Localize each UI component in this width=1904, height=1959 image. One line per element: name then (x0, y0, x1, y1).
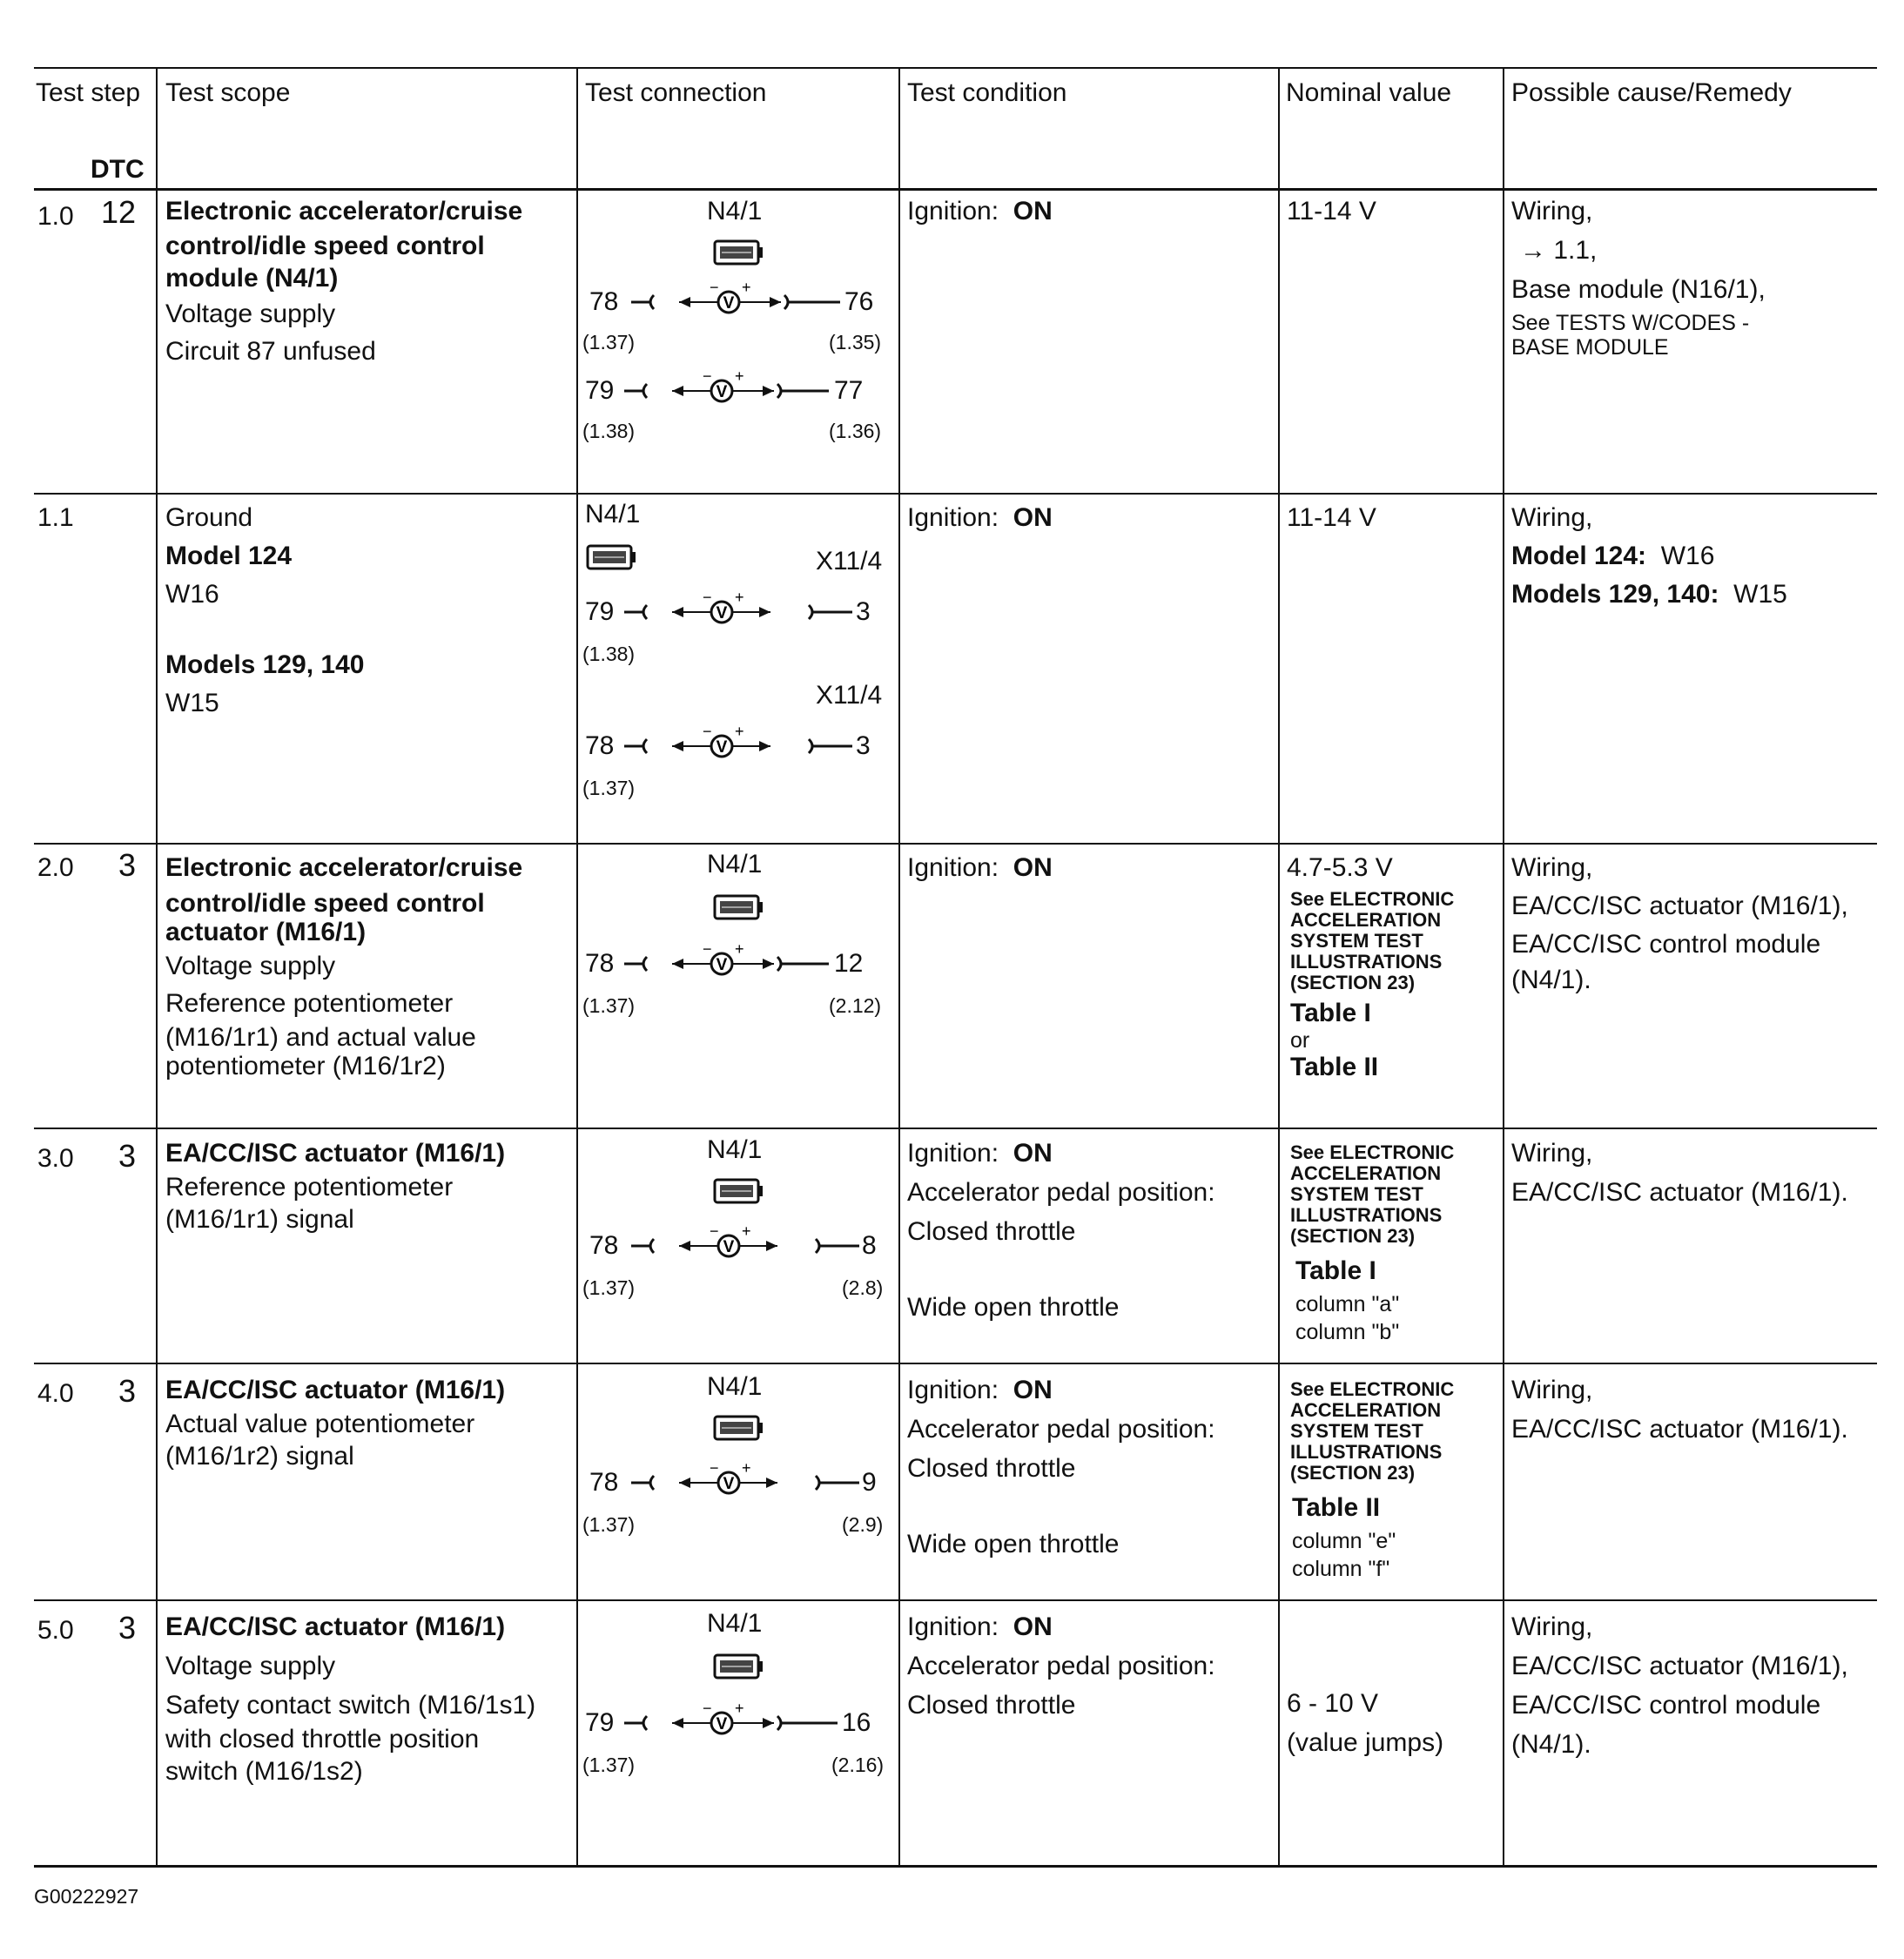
test-step-number: 3.0 (37, 1144, 74, 1173)
pin-right: 3 (856, 597, 871, 626)
cause-line (1511, 538, 1787, 574)
pin-left-ref: (1.37) (582, 1276, 636, 1299)
nominal-reference: See ELECTRONIC (1290, 1141, 1455, 1163)
nominal-reference: SYSTEM TEST (1290, 930, 1423, 952)
scope-line: Voltage supply (165, 1652, 336, 1680)
voltmeter-icon (624, 369, 842, 413)
svg-text:V: V (716, 604, 728, 623)
scope-line: Reference potentiometer (165, 989, 454, 1018)
svg-text:V: V (716, 1715, 728, 1733)
possible-cause (1511, 1609, 1848, 1762)
svg-text:−: − (703, 589, 712, 606)
condition-label: Ignition: (907, 853, 999, 882)
cause-line: Wiring, (1511, 853, 1593, 882)
cause-line: (N4/1). (1511, 1730, 1591, 1759)
test-connection-diagram (579, 500, 897, 839)
pin-left: 79 (585, 376, 615, 405)
cause-model: Model 124: (1511, 542, 1647, 570)
test-condition (907, 500, 1053, 535)
nominal-voltage: 4.7-5.3 V (1287, 853, 1393, 882)
scope-line: Ground (165, 503, 253, 532)
svg-text:V: V (723, 294, 735, 313)
test-step-number: 1.0 (37, 202, 74, 231)
pin-left: 78 (589, 287, 619, 316)
condition-line (907, 1135, 1215, 1171)
test-scope (165, 1372, 505, 1474)
voltmeter-icon (624, 942, 842, 986)
cause-line: Wiring, (1511, 503, 1593, 532)
scope-line: actuator (M16/1) (165, 918, 367, 946)
svg-text:+: + (742, 279, 751, 296)
pin-right-ref: (2.16) (831, 1754, 885, 1776)
possible-cause (1511, 500, 1787, 612)
scope-line: EA/CC/ISC actuator (M16/1) (165, 1376, 506, 1404)
cause-line: EA/CC/ISC control module (1511, 930, 1821, 959)
header-test-connection: Test connection (585, 78, 767, 107)
test-scope (165, 850, 522, 1084)
condition-line: Closed throttle (907, 1217, 1076, 1246)
nominal-table: Table I (1295, 1256, 1376, 1285)
condition-value: ON (1013, 1139, 1053, 1168)
nominal-value (1290, 1142, 1454, 1344)
connector-icon (711, 239, 764, 270)
pin-left-ref: (1.37) (582, 331, 636, 353)
row-divider (34, 1128, 1877, 1129)
test-condition (907, 1372, 1215, 1562)
nominal-reference: ACCELERATION (1290, 1399, 1442, 1421)
cause-line: EA/CC/ISC actuator (M16/1). (1511, 1415, 1848, 1444)
condition-value: ON (1013, 1376, 1053, 1404)
condition-label: Ignition: (907, 1139, 999, 1168)
nominal-value: 11-14 V (1287, 503, 1376, 532)
test-condition (907, 1135, 1215, 1325)
pin-left-ref: (1.38) (582, 643, 636, 665)
cause-line: EA/CC/ISC actuator (M16/1). (1511, 1178, 1848, 1207)
possible-cause (1511, 193, 1766, 360)
condition-line: Accelerator pedal position: (907, 1178, 1215, 1207)
scope-line: EA/CC/ISC actuator (M16/1) (165, 1139, 506, 1168)
svg-text:−: − (703, 367, 712, 385)
nominal-reference: ACCELERATION (1290, 1162, 1442, 1184)
connector-icon (584, 543, 636, 575)
scope-line: W15 (165, 689, 219, 717)
pin-right: 77 (834, 376, 864, 405)
cause-line: EA/CC/ISC actuator (M16/1), (1511, 1652, 1848, 1680)
scope-line: Models 129, 140 (165, 650, 365, 679)
row-divider (34, 1599, 1877, 1601)
cause-line: → 1.1, (1520, 236, 1598, 265)
nominal-voltage: 6 - 10 V (1287, 1689, 1379, 1718)
svg-text:−: − (703, 1700, 712, 1717)
condition-label: Ignition: (907, 503, 999, 532)
condition-line: Wide open throttle (907, 1293, 1120, 1322)
pin-right-ref: (2.9) (842, 1513, 884, 1536)
test-step-number: 5.0 (37, 1616, 74, 1645)
scope-line: Safety contact switch (M16/1s1) (165, 1691, 536, 1720)
nominal-value: 11-14 V (1287, 197, 1376, 226)
scope-line: Actual value potentiometer (165, 1410, 475, 1438)
scope-line: with closed throttle position (165, 1725, 480, 1754)
voltmeter-icon (631, 280, 849, 324)
module-label: N4/1 (707, 1609, 763, 1638)
possible-cause (1511, 1372, 1848, 1447)
condition-value: ON (1013, 197, 1053, 226)
scope-line: (M16/1r1) signal (165, 1205, 354, 1234)
pin-right: 3 (856, 731, 871, 760)
nominal-reference: SYSTEM TEST (1290, 1183, 1423, 1205)
cause-line: Base module (N16/1), (1511, 275, 1766, 304)
condition-line: Wide open throttle (907, 1530, 1120, 1558)
module-label: N4/1 (707, 850, 763, 879)
voltmeter-icon (624, 590, 859, 634)
svg-text:+: + (735, 589, 744, 606)
connector-icon (711, 1414, 764, 1445)
connector-icon (711, 1177, 764, 1208)
pin-left-ref: (1.37) (582, 1754, 636, 1776)
svg-text:V: V (723, 1475, 735, 1493)
nominal-or: or (1290, 1028, 1310, 1053)
cause-model: Models 129, 140: (1511, 580, 1719, 609)
column-divider (1503, 67, 1504, 1867)
voltmeter-icon (624, 724, 859, 768)
table-bottom-border (34, 1865, 1877, 1868)
nominal-reference: ILLUSTRATIONS (1290, 951, 1443, 973)
test-connection-diagram (579, 850, 897, 1111)
nominal-column: column "e" (1292, 1529, 1396, 1553)
dtc-code: 3 (118, 1138, 137, 1174)
module-label: N4/1 (707, 197, 763, 226)
test-condition (907, 193, 1053, 229)
header-nominal-value: Nominal value (1286, 78, 1452, 107)
cause-line: Wiring, (1511, 1376, 1593, 1404)
scope-line: Reference potentiometer (165, 1173, 454, 1202)
test-step-number: 1.1 (37, 503, 74, 532)
svg-text:−: − (703, 723, 712, 740)
pin-left: 78 (585, 949, 615, 978)
test-condition (907, 1609, 1215, 1723)
column-divider (576, 67, 578, 1867)
nominal-column: column "a" (1295, 1292, 1400, 1316)
connector-label: X11/4 (816, 681, 883, 710)
pin-right: 9 (862, 1468, 877, 1497)
svg-text:+: + (735, 367, 744, 385)
nominal-note: (value jumps) (1287, 1728, 1444, 1757)
figure-id: G00222927 (34, 1885, 139, 1908)
scope-line: EA/CC/ISC actuator (M16/1) (165, 1612, 506, 1641)
pin-left: 79 (585, 1708, 615, 1737)
pin-right: 76 (844, 287, 874, 316)
nominal-reference: ACCELERATION (1290, 909, 1442, 931)
cause-line: BASE MODULE (1511, 335, 1669, 360)
condition-value: ON (1013, 503, 1053, 532)
test-step-number: 4.0 (37, 1379, 74, 1408)
header-test-condition: Test condition (907, 78, 1067, 107)
scope-line: potentiometer (M16/1r2) (165, 1052, 446, 1080)
cause-line: EA/CC/ISC control module (1511, 1691, 1821, 1720)
possible-cause (1511, 1135, 1848, 1210)
pin-left-ref: (1.38) (582, 420, 636, 442)
test-scope (165, 1135, 505, 1237)
nominal-reference: (SECTION 23) (1290, 1462, 1416, 1484)
svg-text:V: V (716, 383, 728, 401)
cause-line: (N4/1). (1511, 966, 1591, 994)
voltmeter-icon (631, 1224, 866, 1268)
scope-line: (M16/1r2) signal (165, 1442, 354, 1471)
svg-text:V: V (716, 956, 728, 974)
module-label: N4/1 (585, 500, 641, 528)
test-condition (907, 850, 1053, 885)
scope-line: W16 (165, 580, 219, 609)
scope-line: control/idle speed control (165, 889, 485, 918)
cause-wiring: W16 (1660, 542, 1715, 570)
test-scope (165, 193, 522, 369)
possible-cause (1511, 850, 1848, 998)
column-divider (898, 67, 900, 1867)
nominal-value (1287, 1686, 1443, 1760)
svg-text:−: − (710, 279, 719, 296)
test-connection-diagram (579, 193, 897, 489)
svg-text:−: − (710, 1222, 719, 1240)
column-divider (156, 67, 158, 1867)
scope-line: module (N4/1) (165, 264, 339, 293)
pin-left: 79 (585, 597, 615, 626)
cause-wiring: W15 (1733, 580, 1787, 609)
cause-line: EA/CC/ISC actuator (M16/1), (1511, 892, 1848, 920)
condition-line: Accelerator pedal position: (907, 1415, 1215, 1444)
svg-text:V: V (716, 738, 728, 757)
nominal-column: column "f" (1292, 1557, 1390, 1581)
nominal-reference: SYSTEM TEST (1290, 1420, 1423, 1442)
pin-right: 8 (862, 1231, 877, 1260)
header-possible-cause: Possible cause/Remedy (1511, 78, 1792, 107)
nominal-reference: See ELECTRONIC (1290, 888, 1455, 910)
module-label: N4/1 (707, 1372, 763, 1401)
svg-text:+: + (742, 1459, 751, 1477)
dtc-code: 3 (118, 1373, 137, 1409)
pin-right-ref: (1.35) (829, 331, 882, 353)
row-divider (34, 843, 1877, 845)
pin-left: 78 (589, 1468, 619, 1497)
connector-icon (711, 893, 764, 925)
condition-value: ON (1013, 1612, 1053, 1641)
table-top-border (34, 67, 1877, 69)
pin-right-ref: (2.8) (842, 1276, 884, 1299)
pin-left: 78 (585, 731, 615, 760)
test-scope (165, 500, 364, 721)
nominal-reference: ILLUSTRATIONS (1290, 1204, 1443, 1226)
condition-line: Accelerator pedal position: (907, 1652, 1215, 1680)
scope-line: Electronic accelerator/cruise (165, 853, 523, 882)
test-step-number: 2.0 (37, 853, 74, 882)
scope-line: Electronic accelerator/cruise (165, 197, 523, 226)
dtc-code: 3 (118, 847, 137, 883)
condition-line: Closed throttle (907, 1691, 1076, 1720)
scope-line: Voltage supply (165, 300, 336, 328)
test-connection-diagram (579, 1135, 897, 1357)
module-label: N4/1 (707, 1135, 763, 1164)
scope-line: Model 124 (165, 542, 293, 570)
nominal-reference: ILLUSTRATIONS (1290, 1441, 1443, 1463)
scope-line: (M16/1r1) and actual value (165, 1023, 476, 1052)
cause-line: Wiring, (1511, 1612, 1593, 1641)
cause-line (1511, 576, 1787, 612)
nominal-reference: (SECTION 23) (1290, 1225, 1416, 1247)
test-connection-diagram (579, 1609, 897, 1861)
pin-right: 12 (834, 949, 864, 978)
dtc-code: 12 (101, 194, 137, 230)
nominal-reference: (SECTION 23) (1290, 972, 1416, 993)
dtc-code: 3 (118, 1610, 137, 1646)
nominal-table: Table I (1290, 999, 1371, 1027)
cause-line: Wiring, (1511, 1139, 1593, 1168)
condition-label: Ignition: (907, 197, 999, 226)
svg-text:+: + (735, 940, 744, 958)
condition-value: ON (1013, 853, 1053, 882)
scope-line: control/idle speed control (165, 232, 485, 260)
nominal-reference: See ELECTRONIC (1290, 1378, 1455, 1400)
svg-text:+: + (735, 1700, 744, 1717)
pin-right-ref: (1.36) (829, 420, 882, 442)
condition-line: Closed throttle (907, 1454, 1076, 1483)
svg-text:+: + (742, 1222, 751, 1240)
connector-label: X11/4 (816, 547, 883, 576)
svg-text:−: − (710, 1459, 719, 1477)
header-test-step: Test step (36, 78, 141, 107)
pin-right-ref: (2.12) (829, 994, 882, 1017)
scope-line: Voltage supply (165, 952, 336, 980)
cause-line: See TESTS W/CODES - (1511, 311, 1750, 335)
svg-text:−: − (703, 940, 712, 958)
condition-label: Ignition: (907, 1612, 999, 1641)
pin-left-ref: (1.37) (582, 994, 636, 1017)
test-scope (165, 1609, 535, 1789)
column-divider (1278, 67, 1280, 1867)
svg-text:+: + (735, 723, 744, 740)
condition-line (907, 1609, 1215, 1645)
connector-icon (711, 1653, 764, 1684)
condition-label: Ignition: (907, 1376, 999, 1404)
row-divider (34, 493, 1877, 495)
pin-left: 78 (589, 1231, 619, 1260)
nominal-table: Table II (1292, 1493, 1381, 1522)
header-bottom-border (34, 188, 1877, 191)
voltmeter-icon (624, 1701, 842, 1745)
nominal-column: column "b" (1295, 1320, 1400, 1344)
nominal-value (1290, 1379, 1454, 1581)
voltmeter-icon (631, 1461, 866, 1505)
cause-line: Wiring, (1511, 197, 1593, 226)
row-divider (34, 1363, 1877, 1364)
pin-left-ref: (1.37) (582, 777, 636, 799)
nominal-value (1287, 850, 1454, 1082)
header-dtc: DTC (91, 155, 145, 184)
pin-left-ref: (1.37) (582, 1513, 636, 1536)
header-test-scope: Test scope (165, 78, 291, 107)
scope-line: Circuit 87 unfused (165, 337, 376, 366)
svg-text:V: V (723, 1238, 735, 1256)
test-connection-diagram (579, 1372, 897, 1594)
scope-line: switch (M16/1s2) (165, 1757, 363, 1786)
nominal-table: Table II (1290, 1053, 1379, 1081)
pin-right: 16 (842, 1708, 871, 1737)
condition-line (907, 1372, 1215, 1408)
